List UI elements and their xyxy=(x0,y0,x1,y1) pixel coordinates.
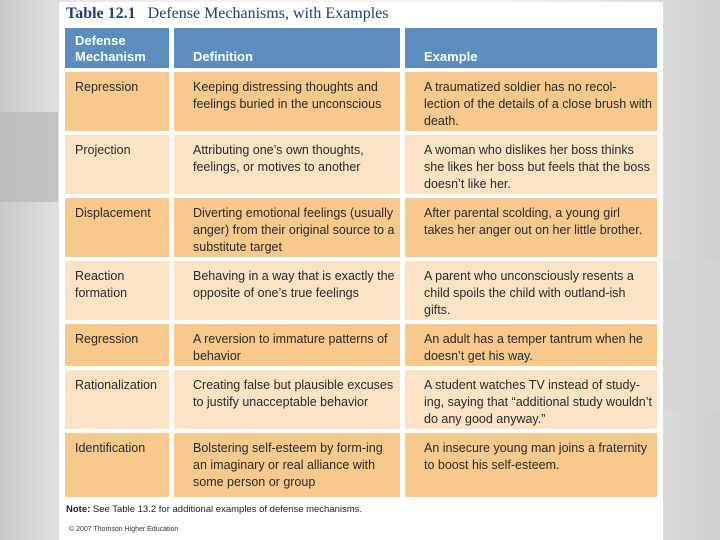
background-band-right xyxy=(662,260,720,410)
example-cell: A traumatized soldier has no recol-lection of the details of a close brush with death. xyxy=(405,72,657,131)
definition-cell: Diverting emotional feelings (usually anger) from their original source to a substitute target xyxy=(174,198,400,257)
definition-cell: Creating false but plausible excuses to justify unacceptable behavior xyxy=(174,370,400,429)
example-cell: A student watches TV instead of study-ing, saying that “additional study wouldn’t do any good anyway.” xyxy=(405,370,657,429)
example-cell: A parent who unconsciously resents a child spoils the child with outland-ish gifts. xyxy=(405,261,657,320)
definition-cell: Bolstering self-esteem by form-ing an imaginary or real alliance with some person or group xyxy=(174,433,400,497)
mechanism-cell: Regression xyxy=(65,324,169,366)
table-caption: Defense Mechanisms, with Examples xyxy=(147,5,389,22)
note-text: See Table 13.2 for additional examples of defense mechanisms. xyxy=(92,504,363,515)
slide-page xyxy=(59,2,663,540)
header-cell xyxy=(174,28,400,68)
mechanism-cell: Identification xyxy=(65,433,169,497)
definition-cell: Behaving in a way that is exactly the opposite of one’s true feelings xyxy=(174,261,400,320)
mechanism-cell: Projection xyxy=(65,135,169,194)
note-label: Note: xyxy=(66,504,91,515)
mechanism-cell: Displacement xyxy=(65,198,169,257)
example-cell: A woman who dislikes her boss thinks she likes her boss but feels that the boss doesn’t like her. xyxy=(405,135,657,194)
header-label: Example xyxy=(424,49,478,64)
copyright-line: © 2007 Thomson Higher Education xyxy=(69,526,179,533)
example-cell: An insecure young man joins a fraternity to boost his self-esteem. xyxy=(405,433,657,497)
definition-cell: Keeping distressing thoughts and feelings buried in the unconscious xyxy=(174,72,400,131)
mechanism-cell: Repression xyxy=(65,72,169,131)
definition-cell: Attributing one’s own thoughts, feelings, or motives to another xyxy=(174,135,400,194)
table-note xyxy=(66,504,362,515)
background-band-left xyxy=(0,112,58,202)
header-cell xyxy=(65,28,169,68)
header-label: Definition xyxy=(193,49,253,64)
table-number: Table 12.1 xyxy=(66,5,136,22)
mechanism-cell: Rationalization xyxy=(65,370,169,429)
header-label: Defense Mechanism xyxy=(75,33,146,64)
mechanism-cell: Reaction formation xyxy=(65,261,169,320)
example-cell: After parental scolding, a young girl takes her anger out on her little brother. xyxy=(405,198,657,257)
table-title xyxy=(66,5,388,23)
definition-cell: A reversion to immature patterns of behavior xyxy=(174,324,400,366)
example-cell: An adult has a temper tantrum when he doesn’t get his way. xyxy=(405,324,657,366)
header-cell xyxy=(405,28,657,68)
